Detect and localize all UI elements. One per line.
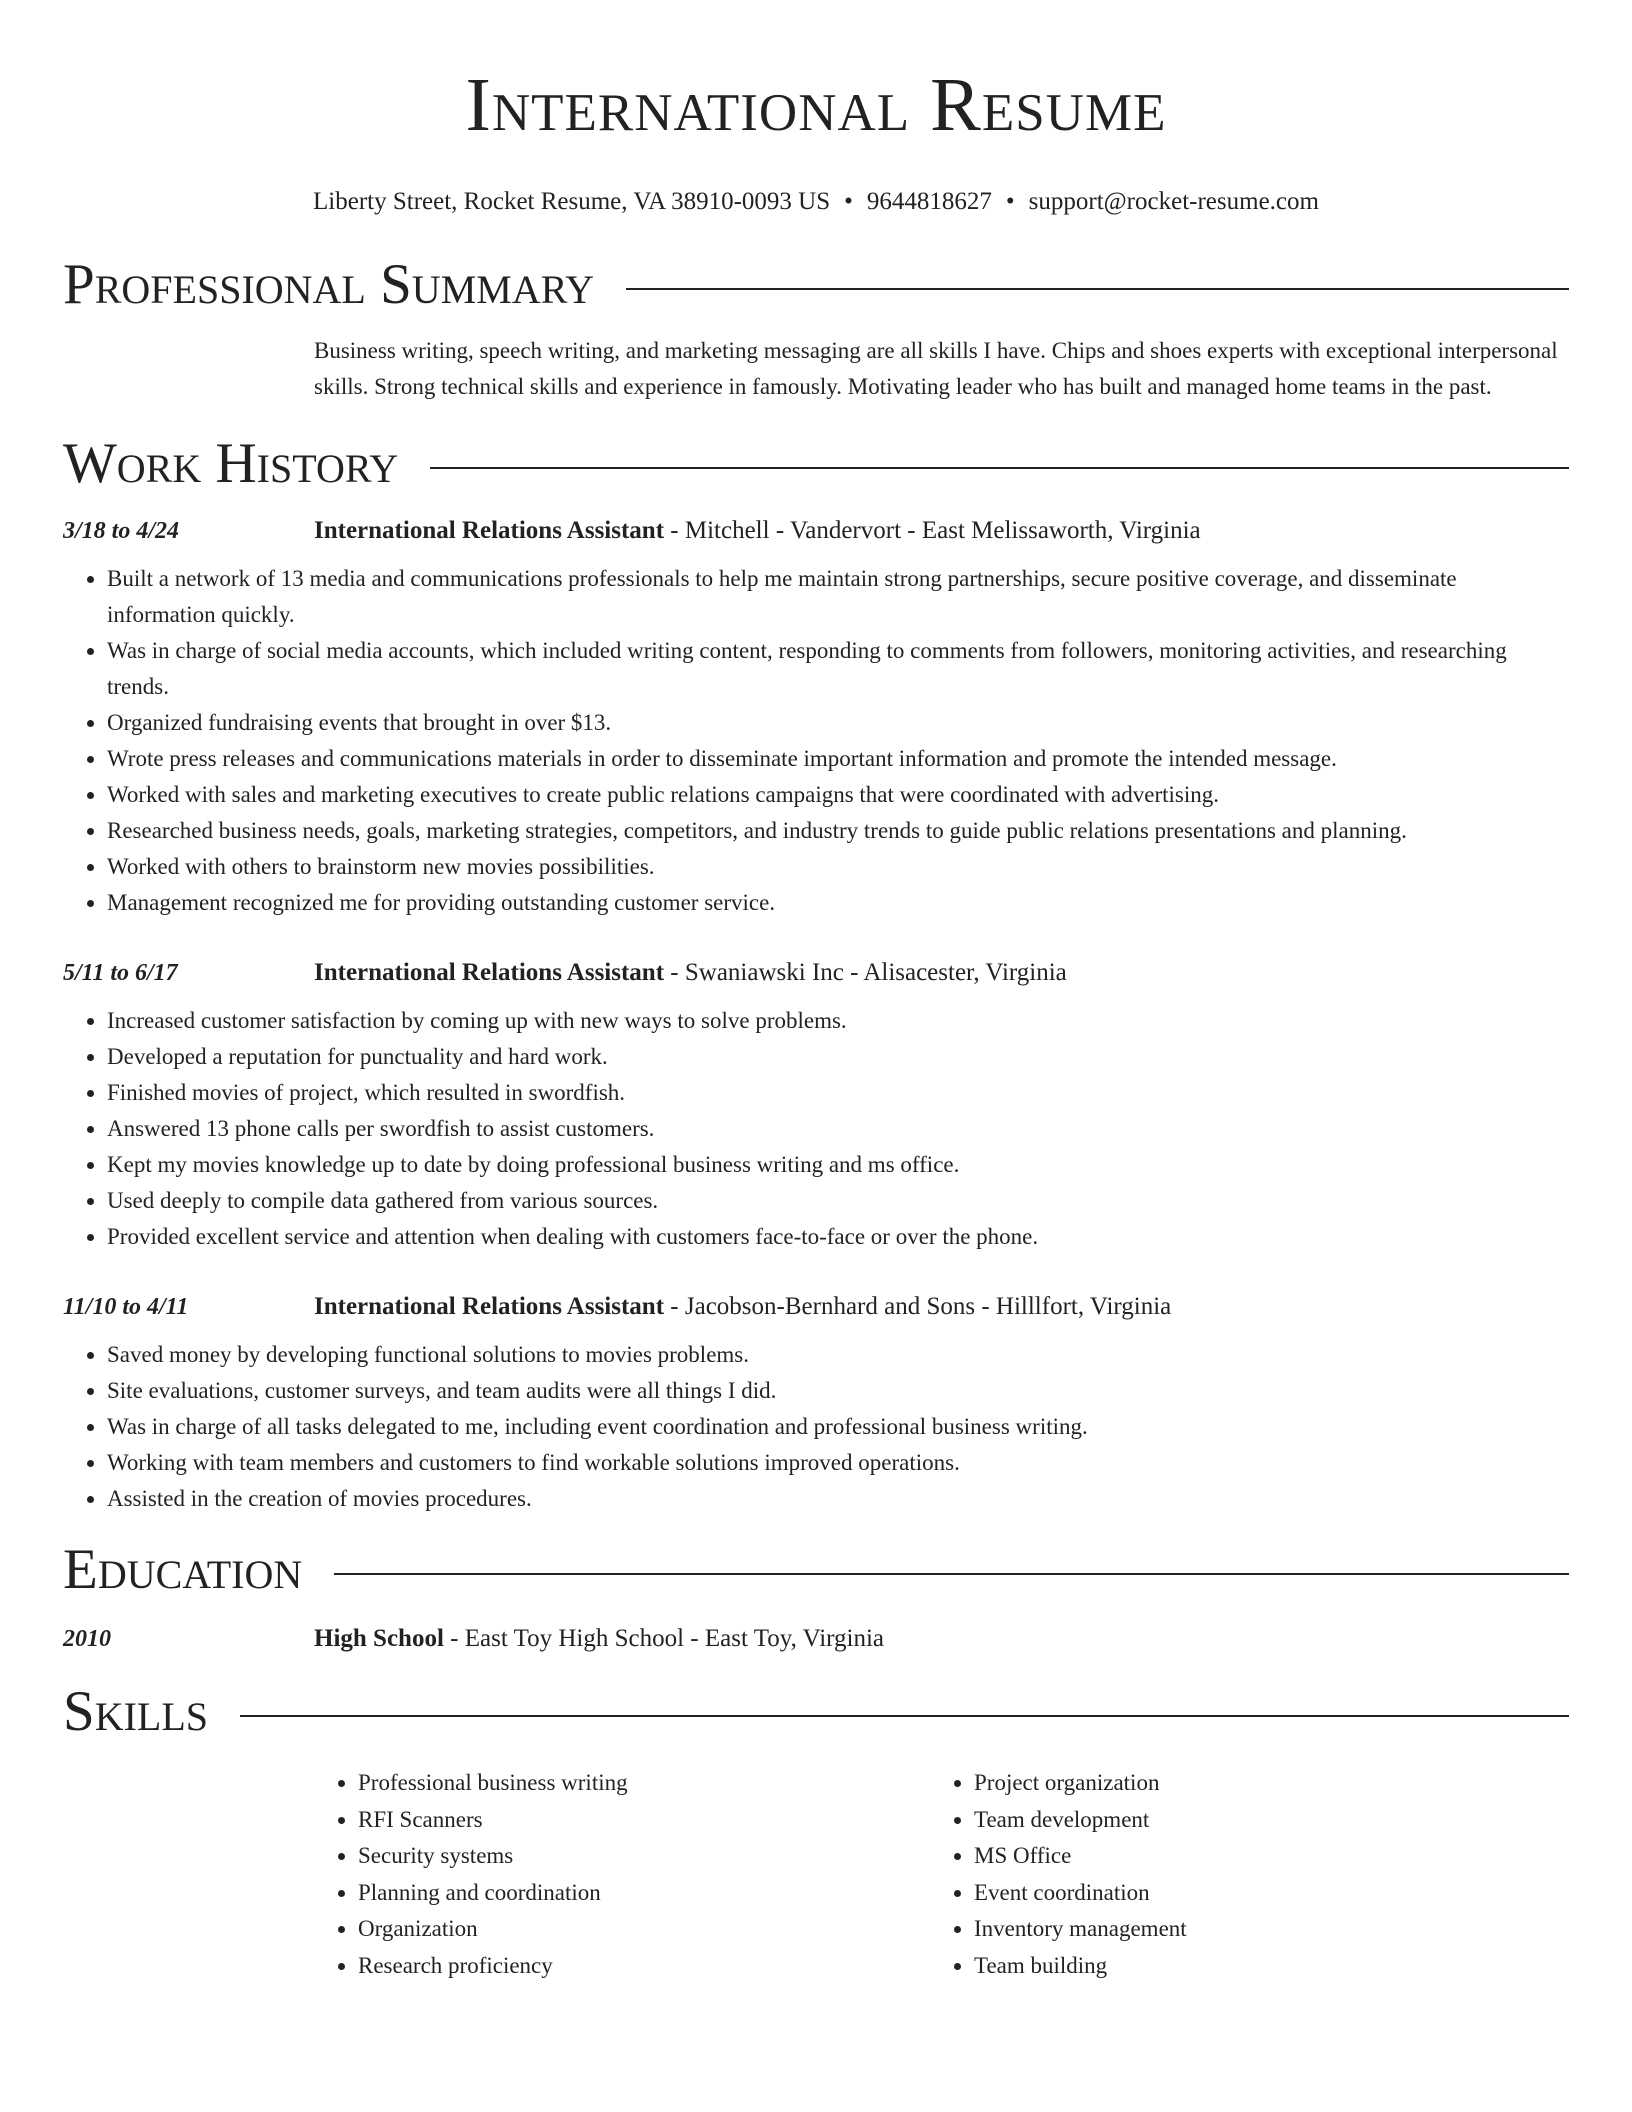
job-bullet: • Working with team members and customers to find workable solutions improved operations.	[107, 1445, 1569, 1481]
resume-name: International Resume	[465, 63, 1167, 147]
section-title-work: Work History	[63, 432, 399, 495]
skill-item: • Team building	[974, 1948, 1546, 1985]
skill-item: • Planning and coordination	[358, 1875, 930, 1912]
job-bullet: • Built a network of 13 media and communications professionals to help me maintain strong partnerships, secure positive coverage, and disseminate information quickly.	[107, 561, 1569, 633]
job-heading	[314, 1289, 1171, 1325]
job-employer: - Jacobson-Bernhard and Sons - Hilllfort, Virginia	[664, 1293, 1172, 1320]
skill-item: • Security systems	[358, 1838, 930, 1875]
job-bullet: • Researched business needs, goals, marketing strategies, competitors, and industry trends to guide public relations presentations and planning.	[107, 813, 1569, 849]
skills-column-right	[930, 1765, 1546, 1984]
skills-column-left	[314, 1765, 930, 1984]
summary-text: Business writing, speech writing, and marketing messaging are all skills I have. Chips and shoes experts with exceptional interpersonal skills. Strong technical skills and experience in famously. Motivating leader who has built and managed home teams in the past.	[314, 338, 1558, 399]
job-bullet: • Organized fundraising events that brought in over $13.	[107, 705, 1569, 741]
section-title-skills: Skills	[63, 1680, 209, 1743]
section-title-education: Education	[63, 1538, 303, 1601]
skill-item: • Inventory management	[974, 1911, 1546, 1948]
job-bullet: • Was in charge of social media accounts, which included writing content, responding to comments from followers, monitoring activities, and researching trends.	[107, 633, 1569, 705]
job-dates: 11/10 to 4/11	[63, 1294, 189, 1320]
job-heading	[314, 955, 1067, 991]
section-summary-header	[63, 250, 1569, 320]
job-bullets	[63, 1003, 1569, 1255]
job-employer: - Mitchell - Vandervort - East Melissaworth, Virginia	[664, 517, 1201, 544]
job-heading	[314, 513, 1201, 549]
contact-separator: •	[844, 188, 853, 215]
job-entry	[63, 1289, 1569, 1517]
skill-item: • Project organization	[974, 1765, 1546, 1802]
job-entry	[63, 955, 1569, 1255]
skill-item: • Event coordination	[974, 1875, 1546, 1912]
section-skills-header	[63, 1677, 1569, 1747]
section-divider	[430, 467, 1569, 469]
job-bullet: • Finished movies of project, which resulted in swordfish.	[107, 1075, 1569, 1111]
job-dates: 3/18 to 4/24	[63, 518, 180, 544]
job-bullet: • Saved money by developing functional solutions to movies problems.	[107, 1337, 1569, 1373]
job-position: International Relations Assistant	[314, 1293, 665, 1320]
contact-phone: 9644818627	[866, 188, 992, 215]
skill-item: • Professional business writing	[358, 1765, 930, 1802]
job-position: International Relations Assistant	[314, 517, 665, 544]
job-bullet: • Was in charge of all tasks delegated to me, including event coordination and professional business writing.	[107, 1409, 1569, 1445]
education-entry	[63, 1621, 1569, 1657]
job-bullet: • Assisted in the creation of movies procedures.	[107, 1481, 1569, 1517]
contact-address: Liberty Street, Rocket Resume, VA 38910-0093 US	[313, 188, 831, 215]
skill-item: • Organization	[358, 1911, 930, 1948]
section-divider	[626, 288, 1569, 290]
skill-item: • Research proficiency	[358, 1948, 930, 1985]
skill-item: • RFI Scanners	[358, 1802, 930, 1839]
job-bullet: • Provided excellent service and attention when dealing with customers face-to-face or over the phone.	[107, 1219, 1569, 1255]
skills-list	[314, 1765, 1569, 1984]
section-divider	[240, 1715, 1569, 1717]
contact-line	[63, 186, 1569, 218]
job-position: International Relations Assistant	[314, 959, 665, 986]
job-bullet: • Worked with sales and marketing executives to create public relations campaigns that were coordinated with advertising.	[107, 777, 1569, 813]
job-bullet: • Developed a reputation for punctuality and hard work.	[107, 1039, 1569, 1075]
skill-item: • MS Office	[974, 1838, 1546, 1875]
section-divider	[334, 1573, 1569, 1575]
section-education-header	[63, 1535, 1569, 1605]
contact-email: support@rocket-resume.com	[1028, 188, 1319, 215]
skill-item: • Team development	[974, 1802, 1546, 1839]
section-title-summary: Professional Summary	[63, 253, 595, 316]
job-bullet: • Management recognized me for providing outstanding customer service.	[107, 885, 1569, 921]
job-bullet: • Site evaluations, customer surveys, and team audits were all things I did.	[107, 1373, 1569, 1409]
job-bullets	[63, 561, 1569, 921]
job-bullet: • Increased customer satisfaction by coming up with new ways to solve problems.	[107, 1003, 1569, 1039]
section-work-header	[63, 429, 1569, 499]
education-school: - East Toy High School - East Toy, Virginia	[443, 1625, 885, 1652]
job-bullet: • Used deeply to compile data gathered from various sources.	[107, 1183, 1569, 1219]
job-employer: - Swaniawski Inc - Alisacester, Virginia	[664, 959, 1067, 986]
job-bullet: • Answered 13 phone calls per swordfish to assist customers.	[107, 1111, 1569, 1147]
job-entry	[63, 513, 1569, 921]
job-bullets	[63, 1337, 1569, 1517]
contact-separator: •	[1005, 188, 1015, 215]
education-heading	[314, 1621, 884, 1657]
education-degree: High School	[314, 1625, 444, 1652]
job-bullet: • Worked with others to brainstorm new movies possibilities.	[107, 849, 1569, 885]
job-bullet: • Kept my movies knowledge up to date by doing professional business writing and ms office.	[107, 1147, 1569, 1183]
job-dates: 5/11 to 6/17	[63, 960, 178, 986]
education-year: 2010	[63, 1626, 111, 1652]
job-bullet: • Wrote press releases and communications materials in order to disseminate important information and promote the intended message.	[107, 741, 1569, 777]
